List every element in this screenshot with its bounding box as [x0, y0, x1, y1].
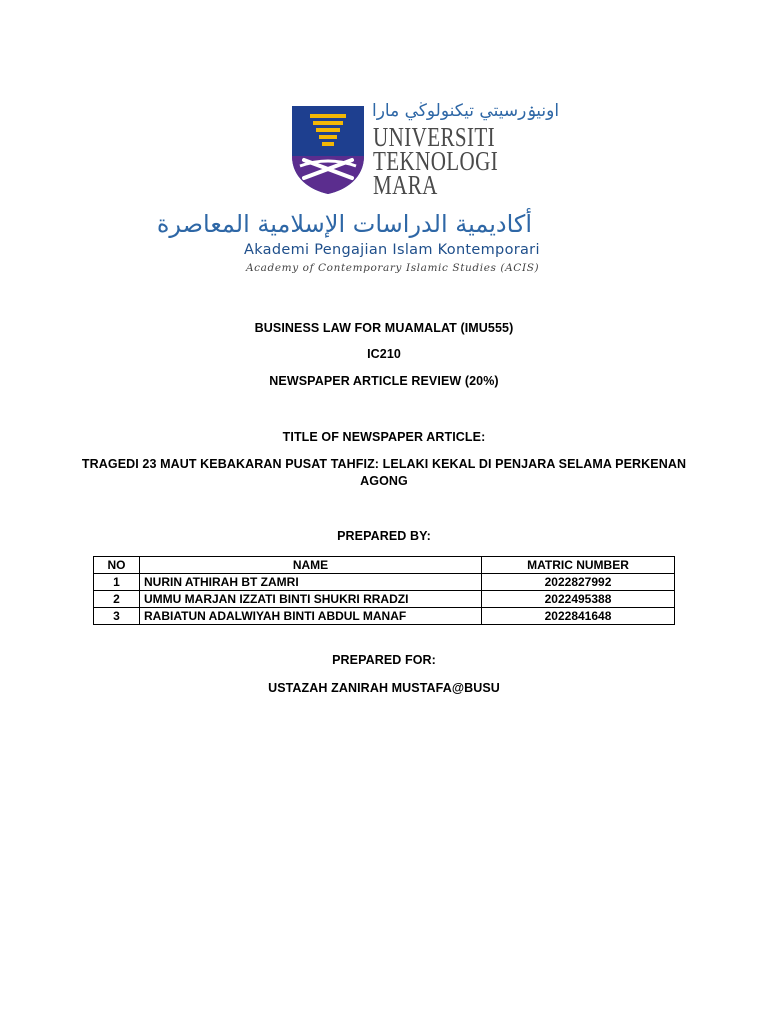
lecturer-name: USTAZAH ZANIRAH MUSTAFA@BUSU	[268, 681, 500, 695]
row-number: 1	[94, 574, 140, 591]
article-title-line-1: TRAGEDI 23 MAUT KEBAKARAN PUSAT TAHFIZ: LELAKI KEKAL DI PENJARA SELAMA PERKENAN	[81, 457, 687, 471]
university-name-line-1: UNIVERSITI	[373, 122, 496, 152]
prepared-for-label: PREPARED FOR:	[332, 653, 436, 667]
article-title-line-2: AGONG	[360, 474, 408, 488]
table-row	[94, 608, 675, 625]
column-header-no: NO	[94, 557, 140, 574]
prepared-by-label: PREPARED BY:	[337, 529, 431, 543]
row-number: 3	[94, 608, 140, 625]
column-header-name: NAME	[140, 557, 482, 574]
article-label: TITLE OF NEWSPAPER ARTICLE:	[282, 430, 486, 444]
academy-english-name: Academy of Contemporary Islamic Studies (ACIS)	[246, 262, 540, 274]
matric-number: 2022495388	[482, 591, 675, 608]
university-name-line-2: TEKNOLOGI	[373, 146, 499, 176]
academy-arabic-name: أكاديمية الدراسات الإسلامية المعاصرة	[156, 210, 532, 238]
course-group: IC210	[367, 347, 401, 361]
row-number: 2	[94, 591, 140, 608]
matric-number: 2022841648	[482, 608, 675, 625]
members-table	[93, 556, 675, 625]
matric-number: 2022827992	[482, 574, 675, 591]
column-header-matric: MATRIC NUMBER	[482, 557, 675, 574]
uitm-crest-icon	[290, 104, 366, 196]
member-name: RABIATUN ADALWIYAH BINTI ABDUL MANAF	[140, 608, 482, 625]
academy-malay-name: Akademi Pengajian Islam Kontemporari	[244, 242, 540, 258]
table-row	[94, 574, 675, 591]
member-name: NURIN ATHIRAH BT ZAMRI	[140, 574, 482, 591]
table-header-row	[94, 557, 675, 574]
member-name: UMMU MARJAN IZZATI BINTI SHUKRI RRADZI	[140, 591, 482, 608]
assignment-title: NEWSPAPER ARTICLE REVIEW (20%)	[269, 374, 499, 388]
university-name-line-3: MARA	[373, 170, 438, 200]
course-title: BUSINESS LAW FOR MUAMALAT (IMU555)	[254, 321, 514, 335]
university-jawi-name: اونيۏرسيتي تيكنولوڬي مارا	[372, 101, 560, 121]
table-row	[94, 591, 675, 608]
